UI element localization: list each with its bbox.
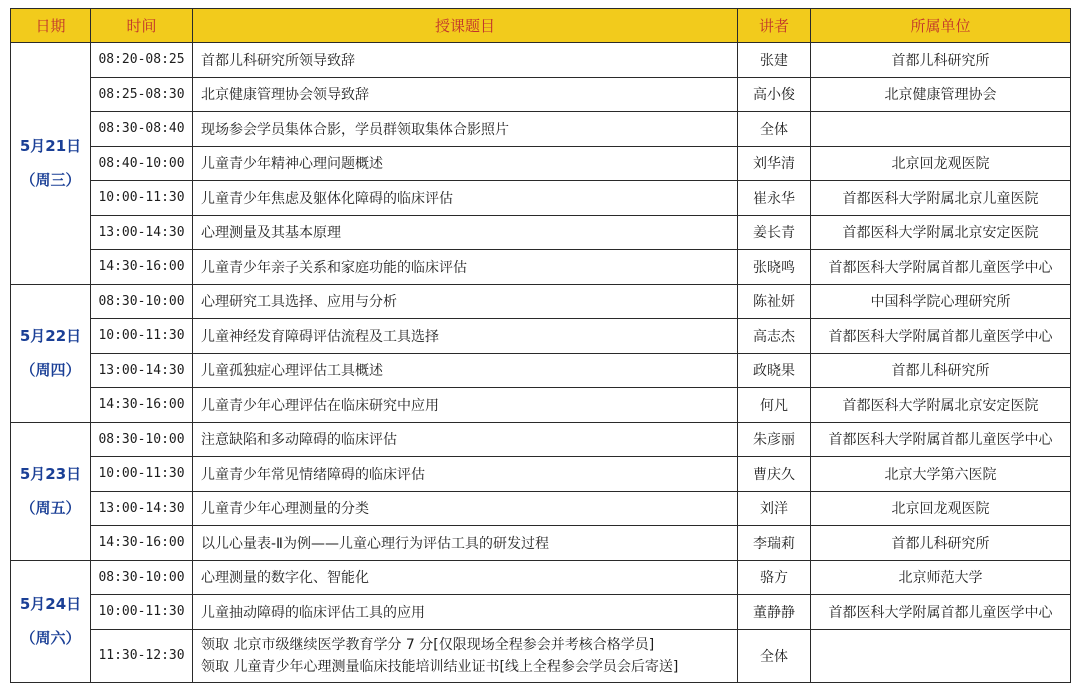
- unit-cell: 首都医科大学附属北京安定医院: [811, 215, 1071, 250]
- unit-cell: [811, 112, 1071, 147]
- topic-cell: 儿童神经发育障碍评估流程及工具选择: [193, 319, 738, 354]
- unit-cell: 首都医科大学附属北京儿童医院: [811, 181, 1071, 216]
- time-cell: 08:30-08:40: [91, 112, 193, 147]
- unit-cell: 首都医科大学附属首都儿童医学中心: [811, 595, 1071, 630]
- table-row: [11, 491, 1071, 526]
- time-cell: 08:20-08:25: [91, 43, 193, 78]
- time-cell: 08:40-10:00: [91, 146, 193, 181]
- unit-cell: 首都医科大学附属首都儿童医学中心: [811, 422, 1071, 457]
- header-row: [11, 9, 1071, 43]
- table-row: [11, 215, 1071, 250]
- unit-cell: 首都儿科研究所: [811, 43, 1071, 78]
- time-cell: 14:30-16:00: [91, 388, 193, 423]
- header-time: 时间: [91, 9, 193, 43]
- topic-cell: 注意缺陷和多动障碍的临床评估: [193, 422, 738, 457]
- topic-cell: 心理测量及其基本原理: [193, 215, 738, 250]
- topic-cell: 儿童青少年亲子关系和家庭功能的临床评估: [193, 250, 738, 285]
- weekday-label: （周五）: [20, 499, 81, 517]
- topic-cell: 心理测量的数字化、智能化: [193, 560, 738, 595]
- topic-cell: 儿童孤独症心理评估工具概述: [193, 353, 738, 388]
- unit-cell: 首都儿科研究所: [811, 353, 1071, 388]
- table-row: [11, 388, 1071, 423]
- topic-cell: 儿童抽动障碍的临床评估工具的应用: [193, 595, 738, 630]
- time-cell: 10:00-11:30: [91, 319, 193, 354]
- speaker-cell: 张建: [738, 43, 811, 78]
- topic-cell: 儿童青少年心理测量的分类: [193, 491, 738, 526]
- speaker-cell: 高志杰: [738, 319, 811, 354]
- table-row: [11, 457, 1071, 492]
- time-cell: 10:00-11:30: [91, 457, 193, 492]
- time-cell: 14:30-16:00: [91, 526, 193, 561]
- speaker-cell: 骆方: [738, 560, 811, 595]
- topic-line: 领取 北京市级继续医学教育学分 7 分[仅限现场全程参会并考核合格学员]: [201, 636, 655, 653]
- time-cell: 13:00-14:30: [91, 491, 193, 526]
- speaker-cell: 董静静: [738, 595, 811, 630]
- topic-cell: 心理研究工具选择、应用与分析: [193, 284, 738, 319]
- time-cell: 10:00-11:30: [91, 595, 193, 630]
- speaker-cell: 姜长青: [738, 215, 811, 250]
- unit-cell: 首都儿科研究所: [811, 526, 1071, 561]
- topic-cell: 首都儿科研究所领导致辞: [193, 43, 738, 78]
- time-cell: 14:30-16:00: [91, 250, 193, 285]
- date-cell: [11, 284, 91, 422]
- table-row: [11, 353, 1071, 388]
- header-unit: 所属单位: [811, 9, 1071, 43]
- time-cell: 08:25-08:30: [91, 77, 193, 112]
- speaker-cell: 朱彦丽: [738, 422, 811, 457]
- unit-cell: [811, 629, 1071, 682]
- topic-cell: 以儿心量表-Ⅱ为例——儿童心理行为评估工具的研发过程: [193, 526, 738, 561]
- table-row: [11, 77, 1071, 112]
- header-topic: 授课题目: [193, 9, 738, 43]
- date-cell: [11, 422, 91, 560]
- unit-cell: 北京健康管理协会: [811, 77, 1071, 112]
- speaker-cell: 政晓果: [738, 353, 811, 388]
- time-cell: 08:30-10:00: [91, 560, 193, 595]
- table-row: [11, 146, 1071, 181]
- speaker-cell: 陈祉妍: [738, 284, 811, 319]
- table-row: [11, 319, 1071, 354]
- header-date: 日期: [11, 9, 91, 43]
- topic-cell: 儿童青少年精神心理问题概述: [193, 146, 738, 181]
- speaker-cell: 刘洋: [738, 491, 811, 526]
- unit-cell: 北京回龙观医院: [811, 146, 1071, 181]
- time-cell: 08:30-10:00: [91, 284, 193, 319]
- time-cell: 10:00-11:30: [91, 181, 193, 216]
- weekday-label: （周六）: [20, 629, 81, 647]
- weekday-label: （周四）: [20, 361, 81, 379]
- time-cell: 08:30-10:00: [91, 422, 193, 457]
- date-label: 5月22日: [19, 327, 82, 345]
- table-row: [11, 112, 1071, 147]
- date-label: 5月23日: [19, 465, 82, 483]
- table-row: [11, 43, 1071, 78]
- speaker-cell: 何凡: [738, 388, 811, 423]
- time-cell: 13:00-14:30: [91, 353, 193, 388]
- topic-cell: 北京健康管理协会领导致辞: [193, 77, 738, 112]
- table-row: [11, 422, 1071, 457]
- speaker-cell: 全体: [738, 112, 811, 147]
- schedule-table: [10, 8, 1071, 683]
- speaker-cell: 刘华清: [738, 146, 811, 181]
- unit-cell: 首都医科大学附属首都儿童医学中心: [811, 319, 1071, 354]
- time-cell: 13:00-14:30: [91, 215, 193, 250]
- unit-cell: 北京回龙观医院: [811, 491, 1071, 526]
- topic-cell: [193, 629, 738, 682]
- schedule-document: [10, 8, 1070, 683]
- table-row: [11, 526, 1071, 561]
- speaker-cell: 李瑞莉: [738, 526, 811, 561]
- table-row: [11, 629, 1071, 682]
- speaker-cell: 高小俊: [738, 77, 811, 112]
- header-speaker: 讲者: [738, 9, 811, 43]
- speaker-cell: 张晓鸣: [738, 250, 811, 285]
- topic-line: 领取 儿童青少年心理测量临床技能培训结业证书[线上全程参会学员会后寄送]: [201, 658, 679, 675]
- date-label: 5月21日: [19, 137, 82, 156]
- time-cell: 11:30-12:30: [91, 629, 193, 682]
- weekday-label: （周三）: [20, 171, 81, 190]
- date-label: 5月24日: [19, 595, 82, 613]
- unit-cell: 首都医科大学附属北京安定医院: [811, 388, 1071, 423]
- table-row: [11, 250, 1071, 285]
- unit-cell: 中国科学院心理研究所: [811, 284, 1071, 319]
- topic-cell: 现场参会学员集体合影，学员群领取集体合影照片: [193, 112, 738, 147]
- date-cell: [11, 560, 91, 682]
- topic-cell: 儿童青少年焦虑及躯体化障碍的临床评估: [193, 181, 738, 216]
- table-row: [11, 560, 1071, 595]
- speaker-cell: 全体: [738, 629, 811, 682]
- speaker-cell: 崔永华: [738, 181, 811, 216]
- topic-cell: 儿童青少年常见情绪障碍的临床评估: [193, 457, 738, 492]
- topic-cell: 儿童青少年心理评估在临床研究中应用: [193, 388, 738, 423]
- table-row: [11, 284, 1071, 319]
- table-row: [11, 181, 1071, 216]
- table-row: [11, 595, 1071, 630]
- unit-cell: 首都医科大学附属首都儿童医学中心: [811, 250, 1071, 285]
- date-cell: [11, 43, 91, 285]
- unit-cell: 北京大学第六医院: [811, 457, 1071, 492]
- unit-cell: 北京师范大学: [811, 560, 1071, 595]
- speaker-cell: 曹庆久: [738, 457, 811, 492]
